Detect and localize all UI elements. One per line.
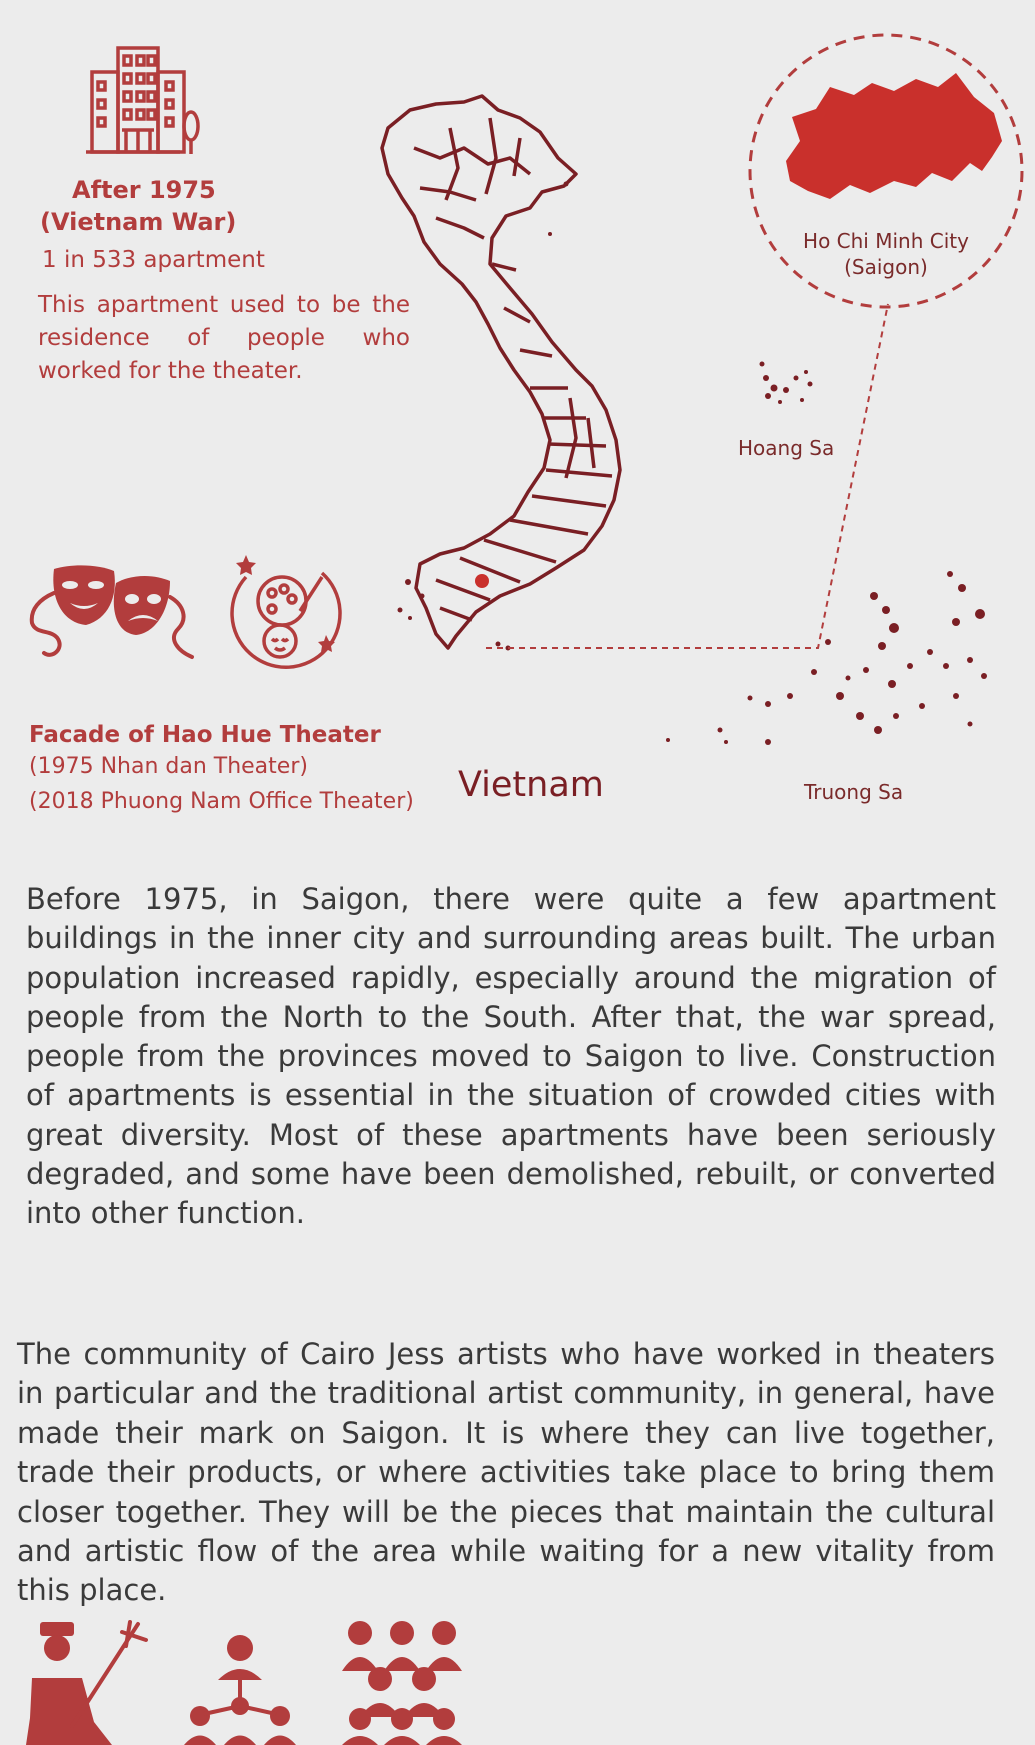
apartment-subtitle: (Vietnam War) (40, 208, 237, 236)
hcmc-label: Ho Chi Minh City (803, 229, 969, 253)
network-people-icon (184, 1634, 296, 1745)
history-paragraph: Before 1975, in Saigon, there were quite a few apartment buildings in the inner city and surrounding areas built. The urban population increased rapidly, especially around the migration of people from the North to the South. After that, the war spread, people from the provinces moved to Saigon to live. Construction of apartments is essential in the situation of crowded cities with great diversity. Most of these apartments have been seriously degraded, and some have been demolished, rebuilt, or converted into other function. (26, 882, 996, 1231)
theater-line-2: (2018 Phuong Nam Office Theater) (29, 789, 414, 814)
crowd-icon (340, 1619, 466, 1745)
artist-palette-icon (226, 553, 346, 673)
apartment-building-icon (86, 44, 206, 156)
theater-title: Facade of Hao Hue Theater (29, 722, 381, 748)
community-paragraph: The community of Cairo Jess artists who have worked in theaters in particular and the traditional artist community, in general, have made their mark on Saigon. It is where they can live together, trade their products, or where activities take place to bring them closer together. They will be the pieces that maintain the cultural and artistic flow of the area while waiting for a new vitality from this place. (17, 1337, 995, 1608)
apartment-description: This apartment used to be the residence of people who worked for the theater. (38, 292, 410, 384)
musician-icon (22, 1618, 148, 1745)
theater-masks-icon (28, 563, 196, 667)
theater-line-1: (1975 Nhan dan Theater) (29, 754, 308, 779)
hoang-sa-islands (752, 358, 822, 418)
truong-sa-label: Truong Sa (804, 780, 904, 804)
apartment-title: After 1975 (72, 176, 216, 204)
hoang-sa-label: Hoang Sa (738, 436, 835, 460)
truong-sa-islands (660, 566, 1000, 766)
country-label: Vietnam (458, 765, 604, 805)
hcmc-label-alt: (Saigon) (844, 255, 928, 279)
apartment-count: 1 in 533 apartment (42, 247, 265, 273)
